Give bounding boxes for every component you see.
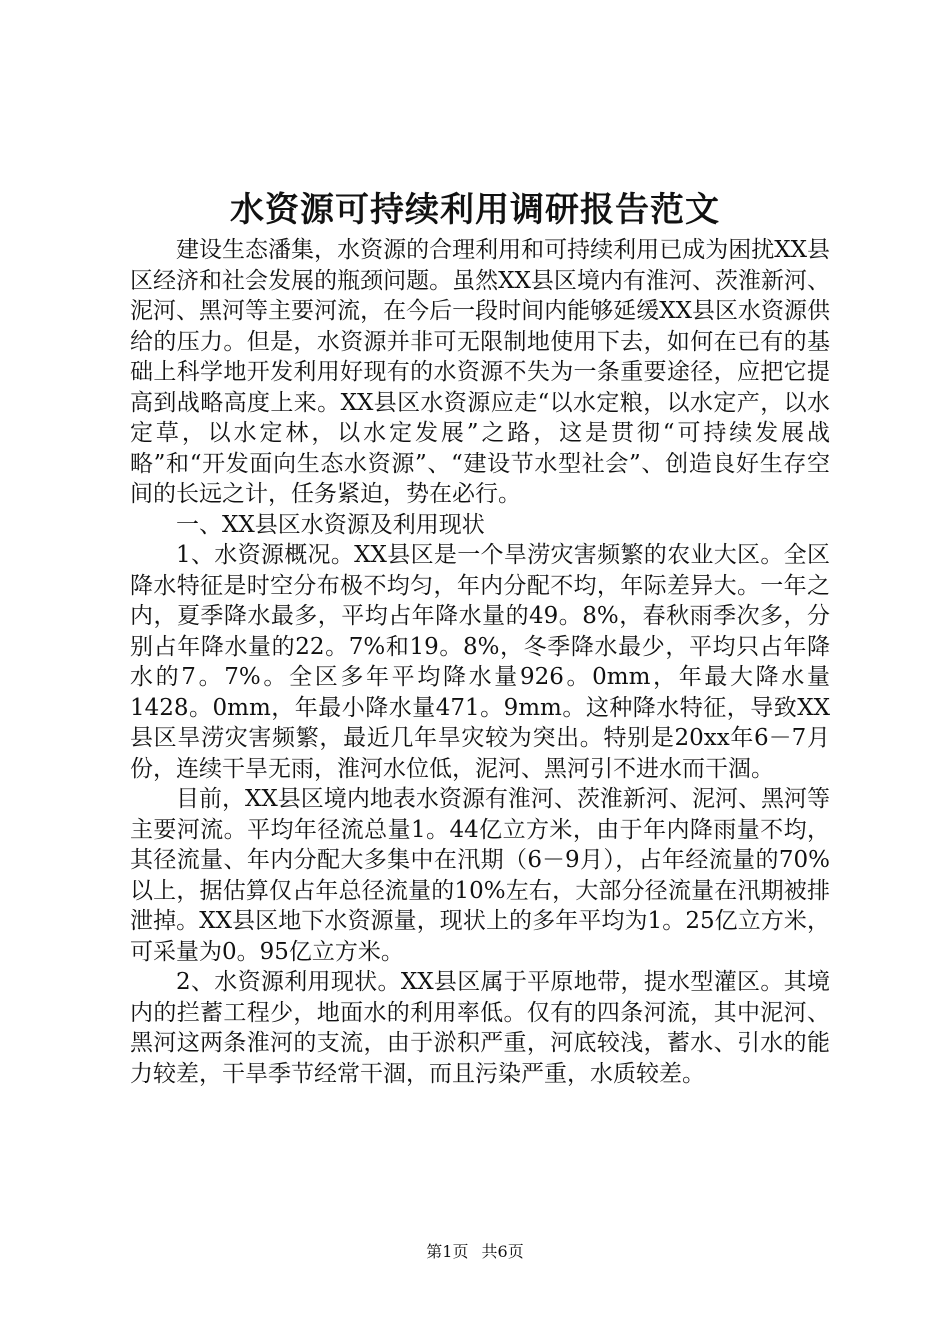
page-footer [0,1240,950,1264]
document-body [130,235,830,1089]
paragraph-water-usage: 2、水资源利用现状。XX县区属于平原地带，提水型灌区。其境内的拦蓄工程少，地面水的利用率低。仅有的四条河流，其中泥河、黑河这两条淮河的支流，由于淤积严重，河底较浅，蓄水、引水的能力较差，干旱季节经常干涸，而且污染严重，水质较差。 [130,969,830,1087]
page-total: 共6页 [481,1242,524,1261]
document-title: 水资源可持续利用调研报告范文 [230,190,720,230]
section-heading-1: 一、XX县区水资源及利用现状 [176,511,485,538]
paragraph-water-overview: 1、水资源概况。XX县区是一个旱涝灾害频繁的农业大区。全区降水特征是时空分布极不均匀，年内分配不均，年际差异大。一年之内，夏季降水最多，平均占年降水量的49。8%，春秋雨季次多，分别占年降水量的22。7%和19。8%，冬季降水最少，平均只占年降水的7。7%。全区多年平均降水量926。0mm，年最大降水量1428。0mm，年最小降水量471。9mm。这种降水特征，导致XX县区旱涝灾害频繁，最近几年旱灾较为突出。特别是20xx年6－7月份，连续干旱无雨，淮河水位低，泥河、黑河引不进水而干涸。 [130,542,830,782]
paragraph-surface-water: 目前，XX县区境内地表水资源有淮河、茨淮新河、泥河、黑河等主要河流。平均年径流总量1。44亿立方米，由于年内降雨量不均，其径流量、年内分配大多集中在汛期（6－9月），占年经流量的70%以上，据估算仅占年总径流量的10%左右，大部分径流量在汛期被排泄掉。XX县区地下水资源量，现状上的多年平均为1。25亿立方米，可采量为0。95亿立方米。 [130,786,830,965]
paragraph-intro: 建设生态潘集，水资源的合理利用和可持续利用已成为困扰XX县区经济和社会发展的瓶颈问题。虽然XX县区境内有淮河、茨淮新河、泥河、黑河等主要河流，在今后一段时间内能够延缓XX县区水资源供给的压力。但是，水资源并非可无限制地使用下去，如何在已有的基础上科学地开发利用好现有的水资源不失为一条重要途径，应把它提高到战略高度上来。XX县区水资源应走“以水定粮，以水定产，以水定草，以水定林，以水定发展”之路，这是贯彻“可持续发展战略”和“开发面向生态水资源”、“建设节水型社会”、创造良好生存空间的长远之计，任务紧迫，势在必行。 [130,237,830,507]
page-number: 第1页 [426,1242,469,1261]
